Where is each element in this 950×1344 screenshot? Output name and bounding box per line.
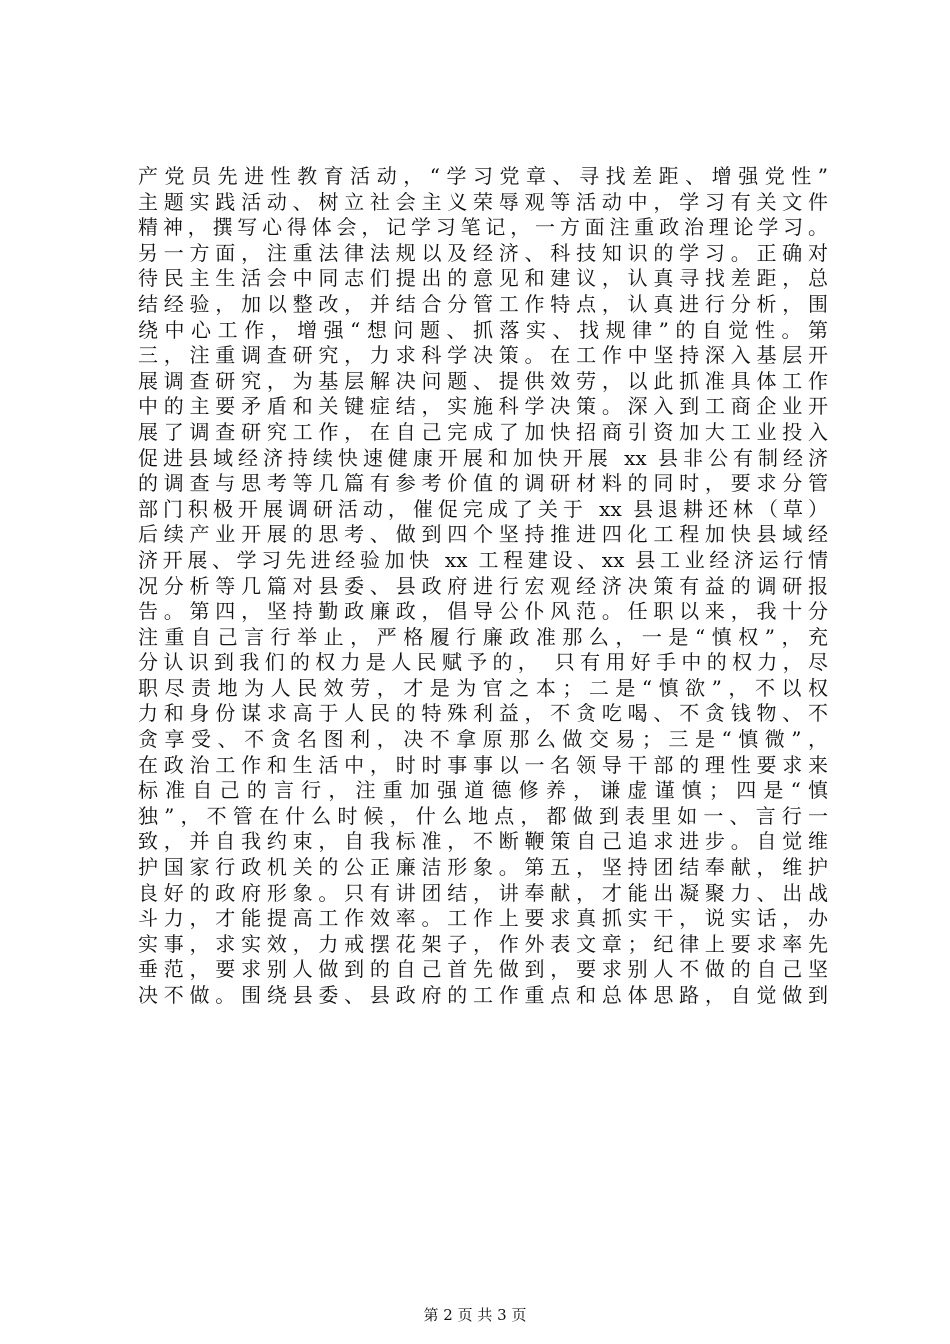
text-line: 另一方面，注重法律法规以及经济、科技知识的学习。正确对 (138, 240, 828, 265)
text-line: 中的主要矛盾和关键症结，实施科学决策。深入到工商企业开 (138, 394, 828, 419)
text-line: 在政治工作和生活中，时时事事以一名领导干部的理性要求来 (138, 752, 828, 777)
text-line: 促进县域经济持续快速健康开展和加快开展 xx 县非公有制经济 (138, 445, 828, 470)
text-line: 标准自己的言行，注重加强道德修养，谦虚谨慎；四是“慎 (138, 778, 828, 803)
text-line: 分认识到我们的权力是人民赋予的， 只有用好手中的权力，尽 (138, 650, 828, 675)
text-line: 结经验，加以整改，并结合分管工作特点，认真进行分析，围 (138, 291, 828, 316)
text-line: 的调查与思考等几篇有参考价值的调研材料的同时，要求分管 (138, 471, 828, 496)
text-line: 展调查研究，为基层解决问题、提供效劳，以此抓准具体工作 (138, 368, 828, 393)
text-line: 后续产业开展的思考、做到四个坚持推进四化工程加快县域经 (138, 522, 828, 547)
text-line: 部门积极开展调研活动，催促完成了关于 xx 县退耕还林（草） (138, 496, 828, 521)
text-line: 展了调查研究工作，在自己完成了加快招商引资加大工业投入 (138, 419, 828, 444)
text-line: 待民主生活会中同志们提出的意见和建议，认真寻找差距，总 (138, 266, 828, 291)
text-line: 垂范，要求别人做到的自己首先做到，要求别人不做的自己坚 (138, 957, 828, 982)
text-line: 济开展、学习先进经验加快 xx 工程建设、xx 县工业经济运行情 (138, 547, 828, 572)
text-line: 告。第四，坚持勤政廉政，倡导公仆风范。任职以来，我十分 (138, 599, 828, 624)
text-line: 力和身份谋求高于人民的特殊利益，不贪吃喝、不贪钱物、不 (138, 701, 828, 726)
text-line: 致，并自我约束，自我标准，不断鞭策自己追求进步。自觉维 (138, 829, 828, 854)
text-line: 职尽责地为人民效劳，才是为官之本；二是“慎欲”，不以权 (138, 675, 828, 700)
text-line: 精神，撰写心得体会，记学习笔记，一方面注重政治理论学习。 (138, 215, 828, 240)
page-footer: 第 2 页 共 3 页 (423, 1306, 527, 1324)
text-line: 产党员先进性教育活动，“学习党章、寻找差距、增强党性” (138, 164, 828, 188)
text-line: 三，注重调查研究，力求科学决策。在工作中坚持深入基层开 (138, 343, 828, 368)
text-line: 斗力，才能提高工作效率。工作上要求真抓实干，说实话，办 (138, 906, 828, 931)
text-line: 实事，求实效，力戒摆花架子，作外表文章；纪律上要求率先 (138, 931, 828, 956)
text-line: 良好的政府形象。只有讲团结，讲奉献，才能出凝聚力、出战 (138, 880, 828, 905)
text-line: 况分析等几篇对县委、县政府进行宏观经济决策有益的调研报 (138, 573, 828, 598)
text-line: 注重自己言行举止，严格履行廉政准那么，一是“慎权”，充 (138, 624, 828, 649)
text-line: 护国家行政机关的公正廉洁形象。第五，坚持团结奉献，维护 (138, 855, 828, 880)
body-text (138, 164, 828, 1009)
text-line: 绕中心工作，增强“想问题、抓落实、找规律”的自觉性。第 (138, 317, 828, 342)
text-line: 决不做。围绕县委、县政府的工作重点和总体思路，自觉做到 (138, 983, 828, 1007)
text-line: 独”，不管在什么时候，什么地点，都做到表里如一、言行一 (138, 803, 828, 828)
text-line: 贪享受、不贪名图利，决不拿原那么做交易；三是“慎微”， (138, 727, 828, 752)
text-line: 主题实践活动、树立社会主义荣辱观等活动中，学习有关文件 (138, 189, 828, 214)
